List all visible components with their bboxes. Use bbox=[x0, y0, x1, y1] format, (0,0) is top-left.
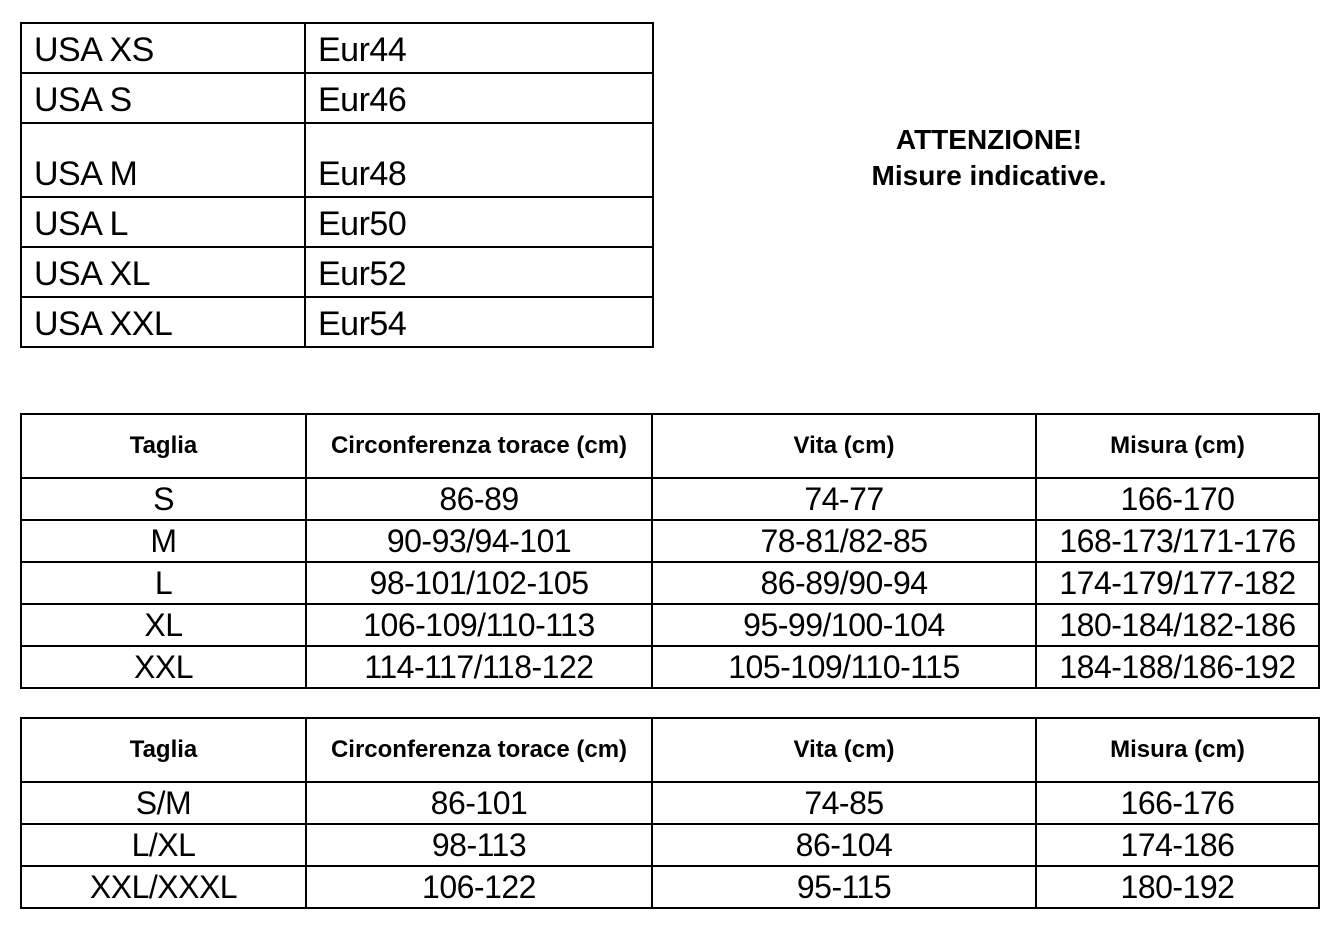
height-cell: 166-176 bbox=[1036, 782, 1319, 824]
column-header-height: Misura (cm) bbox=[1036, 718, 1319, 782]
column-header-waist: Vita (cm) bbox=[652, 414, 1036, 478]
eur-size-cell: Eur48 bbox=[305, 123, 653, 197]
header-row bbox=[21, 718, 1319, 782]
column-header-size: Taglia bbox=[21, 718, 306, 782]
usa-eur-conversion-table bbox=[20, 22, 654, 348]
eur-size-cell: Eur54 bbox=[305, 297, 653, 347]
column-header-chest: Circonferenza torace (cm) bbox=[306, 414, 652, 478]
chest-cell: 106-109/110-113 bbox=[306, 604, 652, 646]
size-cell: L bbox=[21, 562, 306, 604]
height-cell: 174-186 bbox=[1036, 824, 1319, 866]
chest-cell: 90-93/94-101 bbox=[306, 520, 652, 562]
column-header-height: Misura (cm) bbox=[1036, 414, 1319, 478]
size-cell: XL bbox=[21, 604, 306, 646]
column-header-waist: Vita (cm) bbox=[652, 718, 1036, 782]
waist-cell: 95-99/100-104 bbox=[652, 604, 1036, 646]
size-table-detailed bbox=[20, 413, 1320, 689]
chest-cell: 86-89 bbox=[306, 478, 652, 520]
table-row bbox=[21, 782, 1319, 824]
height-cell: 184-188/186-192 bbox=[1036, 646, 1319, 688]
usa-size-cell: USA S bbox=[21, 73, 305, 123]
waist-cell: 74-85 bbox=[652, 782, 1036, 824]
waist-cell: 95-115 bbox=[652, 866, 1036, 908]
usa-size-cell: USA L bbox=[21, 197, 305, 247]
table-row bbox=[21, 73, 653, 123]
chest-cell: 114-117/118-122 bbox=[306, 646, 652, 688]
table-row bbox=[21, 247, 653, 297]
eur-size-cell: Eur46 bbox=[305, 73, 653, 123]
attention-heading: ATTENZIONE! bbox=[895, 124, 1083, 155]
height-cell: 168-173/171-176 bbox=[1036, 520, 1319, 562]
table-row bbox=[21, 197, 653, 247]
table-row bbox=[21, 297, 653, 347]
eur-size-cell: Eur52 bbox=[305, 247, 653, 297]
usa-size-cell: USA XL bbox=[21, 247, 305, 297]
table-row bbox=[21, 646, 1319, 688]
table-row bbox=[21, 604, 1319, 646]
usa-size-cell: USA M bbox=[21, 123, 305, 197]
eur-size-cell: Eur44 bbox=[305, 23, 653, 73]
table-row bbox=[21, 824, 1319, 866]
table-row bbox=[21, 123, 653, 197]
usa-size-cell: USA XS bbox=[21, 23, 305, 73]
eur-size-cell: Eur50 bbox=[305, 197, 653, 247]
waist-cell: 105-109/110-115 bbox=[652, 646, 1036, 688]
table-row bbox=[21, 478, 1319, 520]
attention-subtext: Misure indicative. bbox=[871, 160, 1107, 191]
chest-cell: 98-101/102-105 bbox=[306, 562, 652, 604]
chest-cell: 106-122 bbox=[306, 866, 652, 908]
column-header-size: Taglia bbox=[21, 414, 306, 478]
height-cell: 180-184/182-186 bbox=[1036, 604, 1319, 646]
usa-size-cell: USA XXL bbox=[21, 297, 305, 347]
waist-cell: 78-81/82-85 bbox=[652, 520, 1036, 562]
chest-cell: 98-113 bbox=[306, 824, 652, 866]
height-cell: 166-170 bbox=[1036, 478, 1319, 520]
size-cell: M bbox=[21, 520, 306, 562]
height-cell: 174-179/177-182 bbox=[1036, 562, 1319, 604]
column-header-chest: Circonferenza torace (cm) bbox=[306, 718, 652, 782]
table-row bbox=[21, 520, 1319, 562]
header-row bbox=[21, 414, 1319, 478]
table-row bbox=[21, 562, 1319, 604]
size-cell: XXL bbox=[21, 646, 306, 688]
waist-cell: 86-89/90-94 bbox=[652, 562, 1036, 604]
chest-cell: 86-101 bbox=[306, 782, 652, 824]
attention-note bbox=[830, 122, 1148, 194]
waist-cell: 86-104 bbox=[652, 824, 1036, 866]
size-cell: L/XL bbox=[21, 824, 306, 866]
size-cell: XXL/XXXL bbox=[21, 866, 306, 908]
waist-cell: 74-77 bbox=[652, 478, 1036, 520]
height-cell: 180-192 bbox=[1036, 866, 1319, 908]
table-row bbox=[21, 23, 653, 73]
size-cell: S bbox=[21, 478, 306, 520]
table-row bbox=[21, 866, 1319, 908]
size-table-combined bbox=[20, 717, 1320, 909]
size-cell: S/M bbox=[21, 782, 306, 824]
